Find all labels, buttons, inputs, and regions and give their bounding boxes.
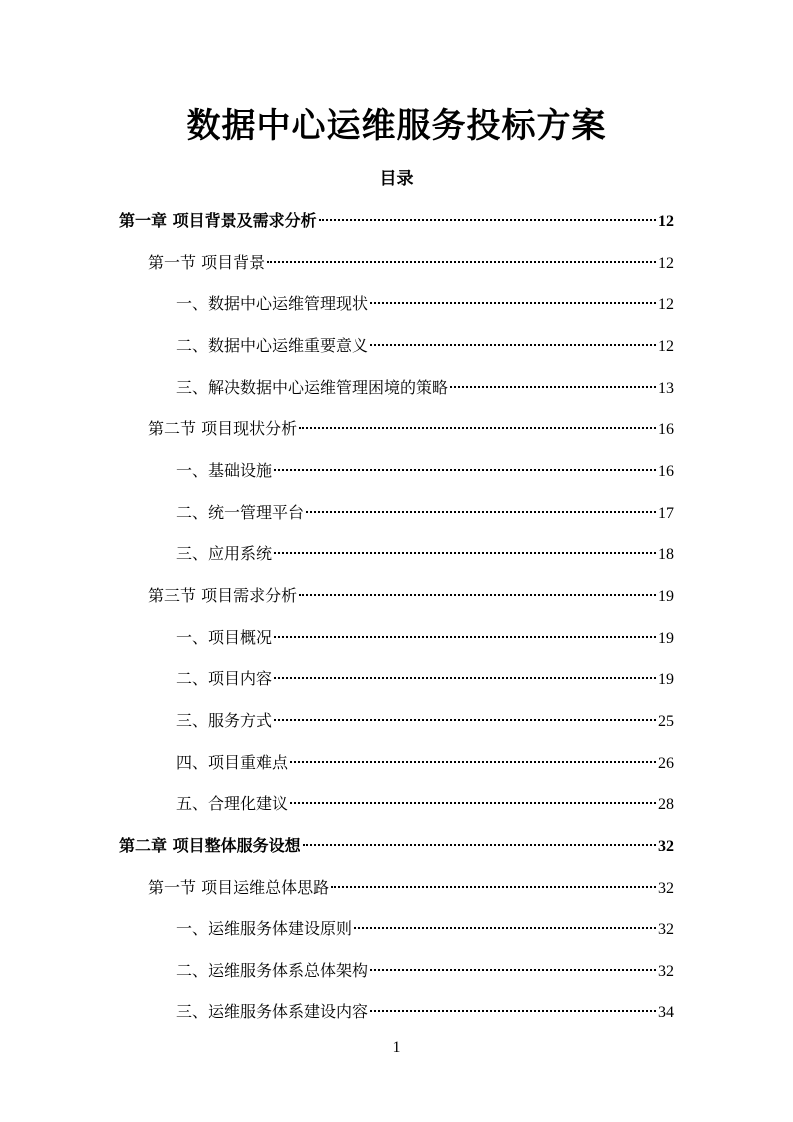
toc-entry-label: 一、项目概况 [176, 628, 273, 647]
toc-entry-chapter[interactable] [119, 206, 674, 236]
toc-entry-label: 二、数据中心运维重要意义 [176, 336, 369, 355]
toc-dot-leader [331, 886, 656, 888]
page-number: 1 [392, 1039, 401, 1056]
toc-dot-leader [319, 219, 656, 221]
toc-entry-page: 32 [658, 880, 674, 897]
toc-entry-page: 16 [658, 421, 674, 438]
toc-entry-subsection[interactable] [176, 997, 674, 1027]
toc-entry-label: 二、项目内容 [176, 669, 273, 688]
toc-dot-leader [274, 469, 656, 471]
toc-entry-label: 二、统一管理平台 [176, 503, 305, 522]
toc-entry-subsection[interactable] [176, 914, 674, 944]
document-title: 数据中心运维服务投标方案 [186, 106, 607, 146]
toc-entry-label: 第一节 项目背景 [148, 253, 266, 272]
toc-dot-leader [290, 802, 656, 804]
toc-dot-leader [354, 927, 656, 929]
toc-entry-label: 一、数据中心运维管理现状 [176, 294, 369, 313]
toc-dot-leader [299, 594, 656, 596]
toc-entry-subsection[interactable] [176, 498, 674, 528]
toc-entry-chapter[interactable] [119, 831, 674, 861]
toc-entry-subsection[interactable] [176, 956, 674, 986]
toc-entry-page: 32 [658, 963, 674, 980]
toc-entry-page: 12 [658, 255, 674, 272]
toc-entry-section[interactable] [148, 873, 674, 903]
toc-dot-leader [267, 261, 656, 263]
toc-entry-label: 三、解决数据中心运维管理困境的策略 [176, 378, 449, 397]
toc-entry-page: 19 [658, 588, 674, 605]
toc-entry-subsection[interactable] [176, 623, 674, 653]
toc-entry-page: 32 [658, 921, 674, 938]
toc-entry-page: 28 [658, 796, 674, 813]
toc-entry-page: 17 [658, 505, 674, 522]
toc-entry-subsection[interactable] [176, 331, 674, 361]
toc-dot-leader [274, 677, 656, 679]
toc-entry-subsection[interactable] [176, 289, 674, 319]
toc-entry-label: 二、运维服务体系总体架构 [176, 961, 369, 980]
toc-entry-page: 13 [658, 380, 674, 397]
toc-entry-label: 第三节 项目需求分析 [148, 586, 298, 605]
toc-entry-label: 第一章 项目背景及需求分析 [119, 211, 317, 230]
toc-entry-page: 12 [658, 213, 674, 230]
toc-entry-subsection[interactable] [176, 539, 674, 569]
toc-entry-label: 四、项目重难点 [176, 753, 289, 772]
toc-dot-leader [299, 427, 656, 429]
toc-dot-leader [370, 302, 656, 304]
toc-entry-page: 16 [658, 463, 674, 480]
toc-entry-page: 19 [658, 630, 674, 647]
toc-entry-label: 第二节 项目现状分析 [148, 419, 298, 438]
toc-entry-section[interactable] [148, 248, 674, 278]
toc-entry-label: 三、服务方式 [176, 711, 273, 730]
toc-entry-page: 26 [658, 755, 674, 772]
toc-entry-label: 一、运维服务体建设原则 [176, 919, 353, 938]
toc-dot-leader [306, 511, 656, 513]
toc-dot-leader [274, 636, 656, 638]
toc-entry-page: 12 [658, 338, 674, 355]
toc-entry-section[interactable] [148, 581, 674, 611]
toc-entry-subsection[interactable] [176, 456, 674, 486]
toc-entry-label: 第二章 项目整体服务设想 [119, 836, 301, 855]
toc-entry-subsection[interactable] [176, 706, 674, 736]
toc-entry-label: 一、基础设施 [176, 461, 273, 480]
toc-entry-subsection[interactable] [176, 373, 674, 403]
toc-entry-page: 32 [658, 838, 674, 855]
toc-entry-subsection[interactable] [176, 664, 674, 694]
toc-entry-label: 三、应用系统 [176, 544, 273, 563]
toc-entry-subsection[interactable] [176, 748, 674, 778]
toc-dot-leader [303, 844, 656, 846]
toc-dot-leader [370, 969, 656, 971]
toc-entry-page: 34 [658, 1004, 674, 1021]
toc-dot-leader [450, 386, 656, 388]
toc-heading: 目录 [379, 169, 414, 189]
toc-entry-label: 第一节 项目运维总体思路 [148, 878, 330, 897]
toc-entry-label: 五、合理化建议 [176, 794, 289, 813]
toc-dot-leader [290, 761, 656, 763]
toc-entry-section[interactable] [148, 414, 674, 444]
toc-entry-label: 三、运维服务体系建设内容 [176, 1002, 369, 1021]
toc-entry-page: 25 [658, 713, 674, 730]
toc-entry-page: 19 [658, 671, 674, 688]
toc-entry-page: 12 [658, 296, 674, 313]
toc-entry-subsection[interactable] [176, 789, 674, 819]
toc-dot-leader [370, 344, 656, 346]
toc-dot-leader [274, 552, 656, 554]
toc-dot-leader [274, 719, 656, 721]
toc-entry-page: 18 [658, 546, 674, 563]
toc-dot-leader [370, 1010, 656, 1012]
